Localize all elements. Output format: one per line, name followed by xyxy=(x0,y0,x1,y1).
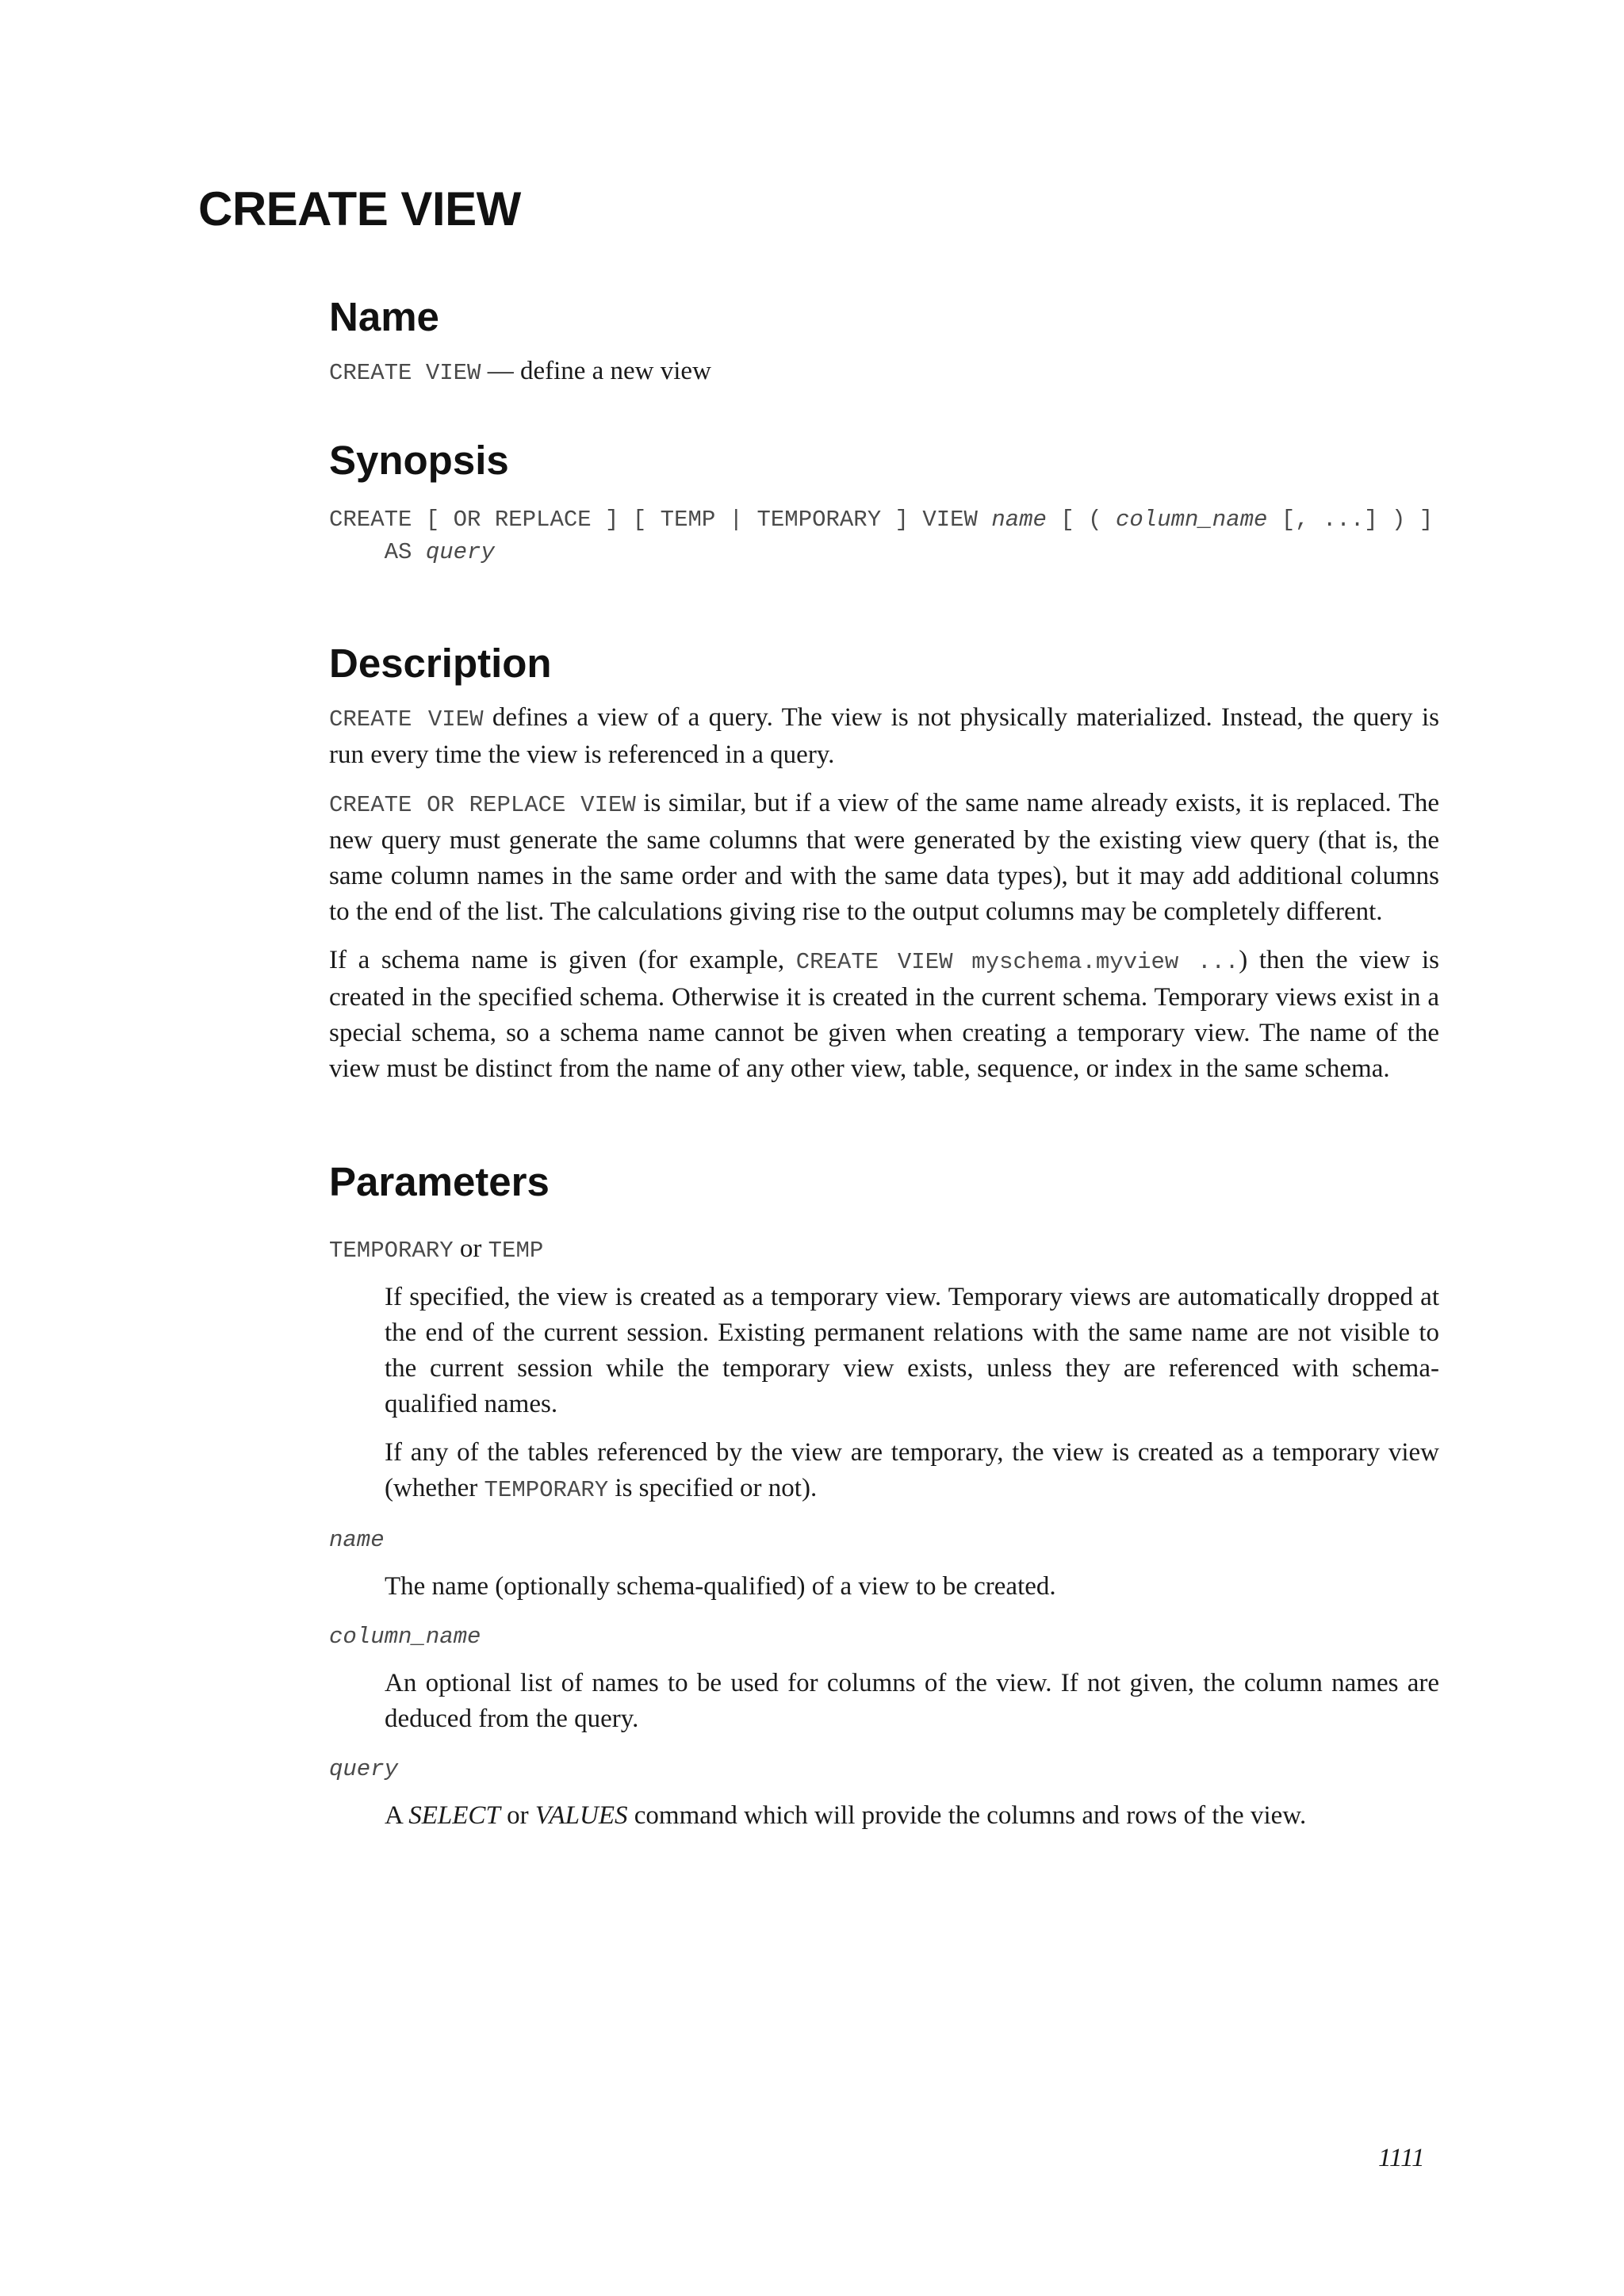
param-temporary-desc-2-code: TEMPORARY xyxy=(484,1477,609,1503)
synopsis-heading: Synopsis xyxy=(329,438,509,483)
description-p3-text-a: If a schema name is given (for example, xyxy=(329,946,796,974)
param-query-select: SELECT xyxy=(408,1801,500,1830)
description-p2-text: is similar, but if a view of the same name already exists, it is replaced. The new query must generate the same columns that were generated by the existing view query (that is, the same column names in the same order and with the same data types), but it may add additional columns to the end of the list. The calculations giving rise to the output columns may be completely different. xyxy=(329,789,1439,926)
parameters-heading: Parameters xyxy=(329,1159,550,1204)
name-summary-text: — define a new view xyxy=(481,357,711,385)
synopsis-line1-a: CREATE [ OR REPLACE ] [ TEMP | TEMPORARY ] VIEW xyxy=(329,507,992,533)
param-name-code: name xyxy=(329,1527,385,1553)
param-column-name-desc: An optional list of names to be used for columns of the view. If not given, the column names are deduced from the query. xyxy=(385,1669,1439,1733)
synopsis-column-param: column_name xyxy=(1115,507,1268,533)
param-name-desc: The name (optionally schema-qualified) of a view to be created. xyxy=(385,1572,1056,1601)
param-temporary-or: or xyxy=(453,1234,488,1263)
name-heading: Name xyxy=(329,294,439,339)
name-summary xyxy=(329,354,1439,391)
param-temporary-code-b: TEMP xyxy=(488,1238,544,1264)
description-paragraph-1 xyxy=(329,700,1439,773)
param-query-values: VALUES xyxy=(534,1801,628,1830)
synopsis-line1-c: [, ...] ) ] xyxy=(1267,507,1434,533)
synopsis-block xyxy=(329,503,1439,568)
param-query-desc xyxy=(385,1798,1439,1834)
description-p1-text: defines a view of a query. The view is not physically materialized. Instead, the query is run every time the view is referenced in a query. xyxy=(329,703,1439,769)
synopsis-line2-a: AS xyxy=(329,539,426,565)
description-paragraph-3 xyxy=(329,943,1439,1087)
synopsis-line1-b: [ ( xyxy=(1046,507,1116,533)
param-query-desc-b: command which will provide the columns and rows of the view. xyxy=(627,1801,1307,1830)
name-command: CREATE VIEW xyxy=(329,360,481,386)
synopsis-name-param: name xyxy=(991,507,1047,533)
param-term-column-name xyxy=(329,1617,1439,1655)
param-term-temporary xyxy=(329,1231,1439,1269)
param-temporary-desc-2 xyxy=(385,1435,1439,1508)
page-title: CREATE VIEW xyxy=(198,182,521,235)
page-content xyxy=(329,292,1439,1834)
param-temporary-code-a: TEMPORARY xyxy=(329,1238,454,1264)
param-query-code: query xyxy=(329,1756,399,1782)
description-p3-text-b: ) then the view is created in the specified schema. Otherwise it is created in the current schema. Temporary views exist in a special schema, so a schema name cannot be given when creating a temporary view. The name of the view must be distinct from the name of any other view, table, sequence, or index in the same schema. xyxy=(329,946,1439,1083)
param-column-name-code: column_name xyxy=(329,1624,481,1650)
description-p1-code: CREATE VIEW xyxy=(329,706,484,733)
param-term-query xyxy=(329,1750,1439,1787)
param-temporary-desc-2-b: is specified or not). xyxy=(608,1474,818,1502)
description-p2-code: CREATE OR REPLACE VIEW xyxy=(329,792,636,818)
page-number: 1111 xyxy=(1378,2144,1425,2172)
description-heading: Description xyxy=(329,641,552,686)
synopsis-query-param: query xyxy=(425,539,495,565)
param-temporary-desc-1: If specified, the view is created as a temporary view. Temporary views are automatically dropped at the end of the current session. Existing permanent relations with the same name are not visible to the current session while the temporary view exists, unless they are referenced with schema-qualified names. xyxy=(385,1283,1439,1418)
description-p3-code: CREATE VIEW myschema.myview ... xyxy=(795,949,1239,975)
param-term-name xyxy=(329,1521,1439,1558)
description-paragraph-2 xyxy=(329,786,1439,930)
param-query-desc-a: A xyxy=(385,1801,409,1830)
param-query-desc-or: or xyxy=(500,1801,535,1830)
param-temporary-desc-2-a: If any of the tables referenced by the view are temporary, the view is created as a temporary view (whether xyxy=(385,1438,1439,1502)
